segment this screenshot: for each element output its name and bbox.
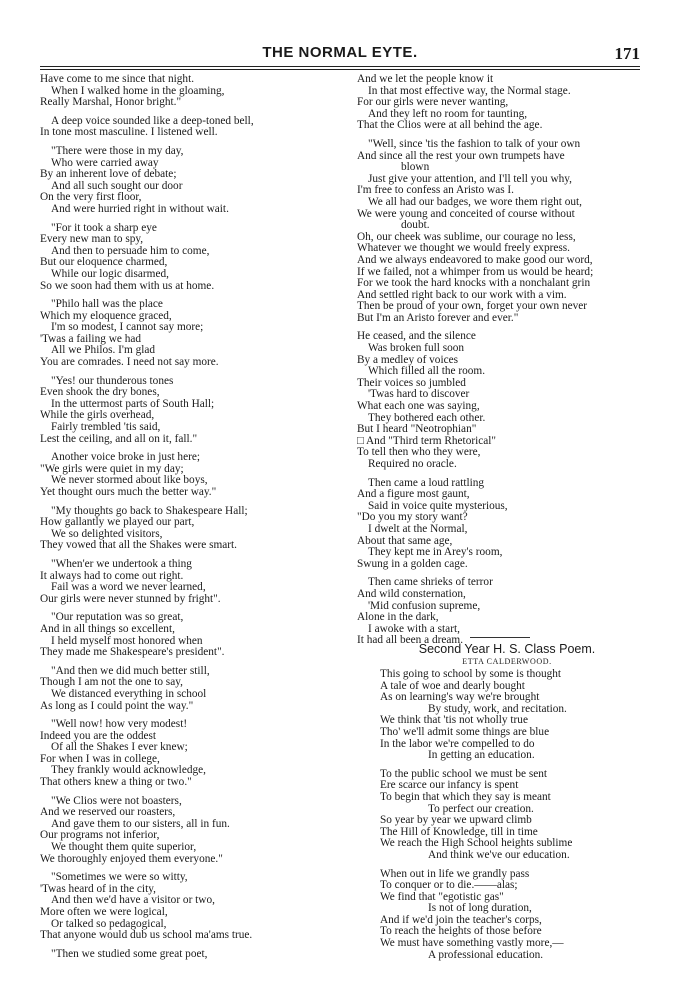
verse-line: For we took the hard knocks with a nonchalant grin <box>357 277 591 290</box>
verse-line: They made me Shakespeare's president". <box>40 646 225 659</box>
verse-line: For when I was in college, <box>40 752 160 765</box>
verse-line: Required no oracle. <box>368 458 457 470</box>
verse-line: To tell then who they were, <box>357 446 481 459</box>
verse-line: To begin that which they say is meant <box>380 790 551 803</box>
verse-line: If we failed, not a whimper from us would be heard; <box>357 265 594 278</box>
verse-line: Their voices so jumbled <box>357 376 466 389</box>
verse-line: For our girls were never wanting, <box>357 96 509 109</box>
poem-author: ETTA CALDERWOOD. <box>462 657 552 666</box>
verse-line: We distanced everything in school <box>51 687 207 700</box>
verse-line: But I'm an Aristo forever and ever." <box>357 311 519 324</box>
verse-line: How gallantly we played our part, <box>40 516 195 529</box>
verse-line: blown <box>401 161 430 174</box>
verse-line: Then came shrieks of terror <box>368 576 493 589</box>
verse-line: We must have something vastly more,— <box>380 937 564 950</box>
verse-line: By a medley of voices <box>357 353 459 366</box>
verse-line: They frankly would acknowledge, <box>51 764 206 777</box>
verse-line: We never stormed about like boys, <box>51 474 208 487</box>
verse-line: We find that "egotistic gas" <box>380 890 504 903</box>
verse-line: Ere scarce our infancy is spent <box>380 779 519 792</box>
verse-line: "There were those in my day, <box>51 144 184 157</box>
verse-line: In the labor we're compelled to do <box>380 737 535 750</box>
verse-line: That others knew a thing or two." <box>40 776 192 789</box>
verse-line: You are comrades. I need not say more. <box>40 356 219 369</box>
verse-line: And if we'd join the teacher's corps, <box>380 913 542 926</box>
verse-line: "Do you my story want? <box>357 511 468 524</box>
verse-line: While our logic disarmed, <box>51 267 169 280</box>
verse-line: A deep voice sounded like a deep-toned bell, <box>51 114 254 127</box>
verse-line: 'Twas hard to discover <box>368 388 470 401</box>
verse-line: "When'er we undertook a thing <box>51 557 192 570</box>
verse-line: They vowed that all the Shakes were smart. <box>40 539 238 552</box>
verse-line: Just give your attention, and I'll tell you why, <box>368 172 572 185</box>
verse-line: Fail was a word we never learned, <box>51 581 206 594</box>
page-number: 171 <box>614 44 640 63</box>
verse-line: It always had to come out right. <box>40 569 184 582</box>
verse-line: Said in voice quite mysterious, <box>368 499 508 512</box>
verse-line: In getting an education. <box>428 749 535 762</box>
verse-line: Was broken full soon <box>368 342 465 355</box>
verse-line: And then to persuade him to come, <box>51 244 210 257</box>
verse-line: "For it took a sharp eye <box>51 221 157 234</box>
verse-line: This going to school by some is thought <box>380 668 562 680</box>
page-header <box>40 44 640 68</box>
verse-line: While the girls overhead, <box>40 409 155 422</box>
verse-line: Lest the ceiling, and all on it, fall." <box>40 432 198 445</box>
verse-line: We were young and conceited of course without <box>357 207 575 220</box>
verse-line: They kept me in Arey's room, <box>368 546 503 559</box>
verse-line: "We girls were quiet in my day; <box>40 462 184 475</box>
verse-line: Have come to me since that night. <box>40 73 195 85</box>
verse-line: Is not of long duration, <box>428 902 532 915</box>
verse-line: Or talked so pedagogical, <box>51 917 167 930</box>
verse-line: Who were carried away <box>51 156 159 169</box>
verse-line: It had all been a dream. <box>357 634 464 647</box>
verse-line: Even shook the dry bones, <box>40 386 160 399</box>
verse-line: "Sometimes we were so witty, <box>51 871 188 884</box>
verse-line: Oh, our cheek was sublime, our courage no less, <box>357 230 576 243</box>
verse-line: A tale of woe and dearly bought <box>380 679 525 692</box>
verse-line: I'm so modest, I cannot say more; <box>51 321 204 334</box>
verse-line: So we soon had them with us at home. <box>40 279 215 292</box>
verse-line: To the public school we must be sent <box>380 767 548 780</box>
header-rule-bottom <box>40 69 640 70</box>
verse-line: And we always endeavored to make good our word, <box>357 253 593 266</box>
verse-line: 'Twas a failing we had <box>40 332 141 345</box>
verse-line: Our girls were never stunned by fright". <box>40 592 221 605</box>
verse-line: To conquer or to die.——alas; <box>380 879 518 892</box>
verse-line: What each one was saying, <box>357 400 480 413</box>
verse-line: Our programs not inferior, <box>40 829 160 842</box>
verse-line: Swung in a golden cage. <box>357 557 468 570</box>
verse-line: All we Philos. I'm glad <box>51 344 156 357</box>
verse-line: Then came a loud rattling <box>368 476 485 489</box>
verse-line: 'Twas heard of in the city, <box>40 882 156 895</box>
verse-line: And wild consternation, <box>357 587 466 600</box>
verse-line: In tone most masculine. I listened well. <box>40 126 218 139</box>
verse-line: Which filled all the room. <box>368 365 486 378</box>
verse-line: Though I am not the one to say, <box>40 676 183 689</box>
verse-line: "Then we studied some great poet, <box>51 947 208 960</box>
verse-line: I awoke with a start, <box>368 622 460 635</box>
poem-separator <box>470 637 530 638</box>
poem-title: Second Year H. S. Class Poem. <box>418 642 596 656</box>
verse-line: "Well now! how very modest! <box>51 718 188 731</box>
verse-line: Another voice broke in just here; <box>51 451 201 464</box>
verse-line: Really Marshal, Honor bright." <box>40 96 182 109</box>
verse-line: They bothered each other. <box>368 411 486 424</box>
verse-line: Then be proud of your own, forget your own never <box>357 300 588 313</box>
verse-line: We all had our badges, we wore them right out, <box>368 195 582 208</box>
left-column <box>40 74 340 960</box>
verse-line: "My thoughts go back to Shakespeare Hall; <box>51 504 248 517</box>
verse-line: When I walked home in the gloaming, <box>51 84 225 97</box>
verse-line: "And then we did much better still, <box>51 664 210 677</box>
verse-line: "Yes! our thunderous tones <box>51 374 174 387</box>
verse-line: "Well, since 'tis the fashion to talk of your own <box>368 137 581 150</box>
verse-line: Indeed you are the oddest <box>40 729 157 742</box>
verse-line: Yet thought ours much the better way." <box>40 486 217 498</box>
verse-line: Which my eloquence graced, <box>40 309 172 322</box>
verse-line: Whatever we thought we would freely express. <box>357 242 570 255</box>
poem-body <box>380 669 642 961</box>
verse-line: In the uttermost parts of South Hall; <box>51 397 215 410</box>
journal-title: THE NORMAL EYTE. <box>262 44 418 61</box>
verse-line: About that same age, <box>357 534 453 547</box>
verse-line: On the very first floor, <box>40 191 142 204</box>
verse-line: And gave them to our sisters, all in fun. <box>51 817 230 830</box>
header-rule-top <box>40 66 640 67</box>
verse-line: And all such sought our door <box>51 179 183 192</box>
verse-line: And we let the people know it <box>357 73 494 85</box>
verse-line: "Our reputation was so great, <box>51 611 184 624</box>
verse-line: As long as I could point the way." <box>40 699 194 712</box>
verse-line: And in all things so excellent, <box>40 622 175 635</box>
verse-line: "We Clios were not boasters, <box>51 794 182 807</box>
verse-line: Alone in the dark, <box>357 611 439 624</box>
verse-line: And then we'd have a visitor or two, <box>51 894 215 907</box>
verse-line: We reach the High School heights sublime <box>380 837 573 850</box>
verse-line: By study, work, and recitation. <box>428 702 567 715</box>
verse-line: We thoroughly enjoyed them everyone." <box>40 852 223 865</box>
verse-line: And think we've our education. <box>428 848 570 861</box>
verse-line: That the Clios were at all behind the age. <box>357 119 543 132</box>
verse-line: When out in life we grandly pass <box>380 867 530 880</box>
verse-line: I dwelt at the Normal, <box>368 522 468 535</box>
verse-line: I held myself most honored when <box>51 634 203 647</box>
verse-line: And they left no room for taunting, <box>368 107 528 120</box>
verse-line: That anyone would dub us school ma'ams true. <box>40 929 253 942</box>
verse-line: □ And "Third term Rhetorical" <box>357 434 497 447</box>
verse-line: By an inherent love of debate; <box>40 168 177 181</box>
verse-line: We so delighted visitors, <box>51 527 163 540</box>
right-column <box>357 74 642 647</box>
verse-line: A professional education. <box>428 948 544 961</box>
verse-line: The Hill of Knowledge, till in time <box>380 825 538 838</box>
verse-line: doubt. <box>401 219 430 232</box>
verse-line: So year by year we upward climb <box>380 814 532 827</box>
verse-line: He ceased, and the silence <box>357 330 476 343</box>
verse-line: In that most effective way, the Normal stage. <box>368 84 571 97</box>
verse-line: 'Mid confusion supreme, <box>368 599 481 612</box>
verse-line: But our eloquence charmed, <box>40 256 168 269</box>
verse-line: And we reserved our roasters, <box>40 806 176 819</box>
verse-line: We think that 'tis not wholly true <box>380 714 528 727</box>
verse-line: Of all the Shakes I ever knew; <box>51 741 188 754</box>
verse-line: We thought them quite superior, <box>51 841 197 854</box>
verse-line: I'm free to confess an Aristo was I. <box>357 184 515 197</box>
verse-line: To reach the heights of those before <box>380 925 542 938</box>
verse-line: And settled right back to our work with a vim. <box>357 288 567 301</box>
verse-line: Fairly trembled 'tis said, <box>51 421 161 434</box>
verse-line: And a figure most gaunt, <box>357 488 470 501</box>
verse-line: Every new man to spy, <box>40 233 144 246</box>
verse-line: And since all the rest your own trumpets have <box>357 149 565 162</box>
verse-line: And were hurried right in without wait. <box>51 202 229 215</box>
verse-line: "Philo hall was the place <box>51 298 163 311</box>
verse-line: More often we were logical, <box>40 906 168 918</box>
verse-line: But I heard "Neotrophian" <box>357 423 477 436</box>
verse-line: To perfect our creation. <box>428 802 534 815</box>
verse-line: As on learning's way we're brought <box>380 691 540 704</box>
verse-line: Tho' we'll admit some things are blue <box>380 725 550 738</box>
